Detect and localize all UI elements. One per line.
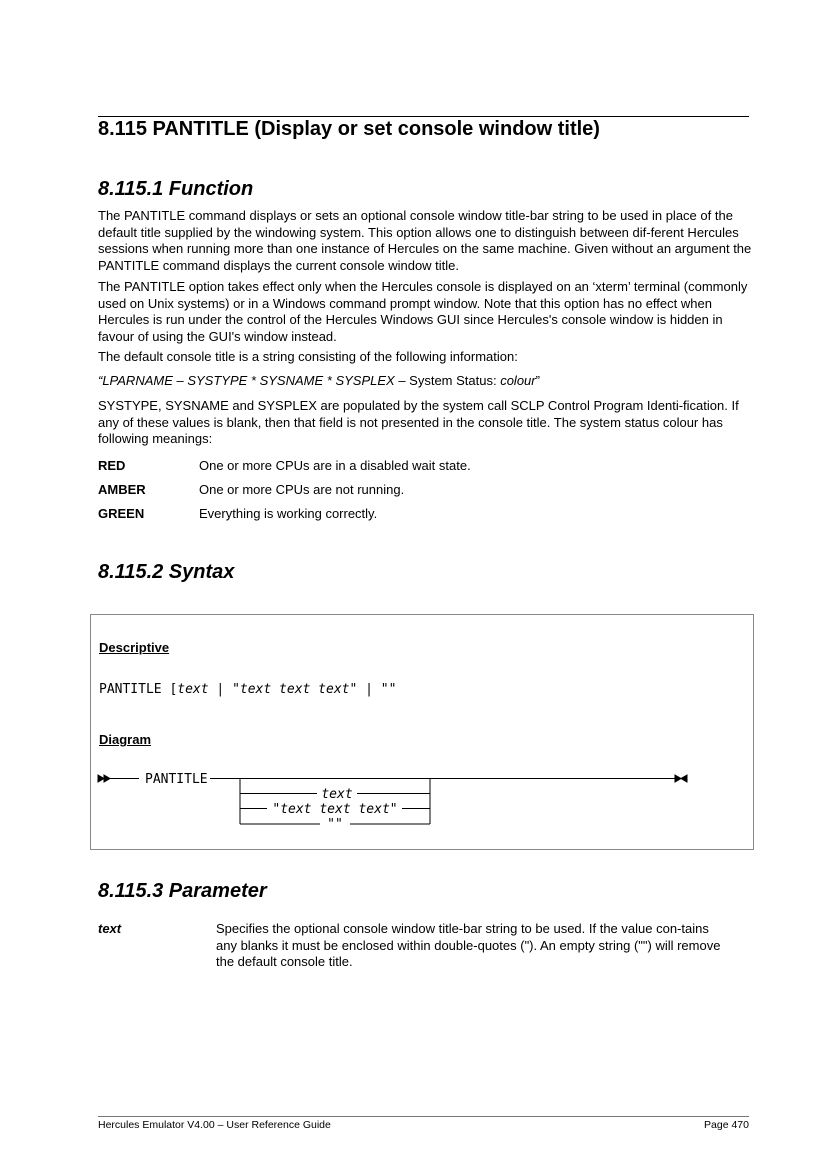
end-arrow-icon <box>681 775 687 782</box>
descriptive-separator: | <box>357 682 381 697</box>
descriptive-label: Descriptive <box>99 640 170 655</box>
syntax-heading: 8.115.2 Syntax <box>98 561 235 583</box>
status-term-red: RED <box>98 458 126 473</box>
start-arrow-icon <box>98 775 104 782</box>
footer-document-title: Hercules Emulator V4.00 – User Reference Guide <box>98 1119 331 1131</box>
function-paragraph-1: The PANTITLE command displays or sets an optional console window title-bar string to be used in place of the default title supplied by the windowing system. This option allows one to distinguish between dif-ferent Hercules sessions when running more than one instance of Hercules on the same machine. Given without an argument the PANTITLE command displays the current console window title. <box>98 208 752 273</box>
title-format-fields: “LPARNAME – SYSTYPE * SYSNAME * SYSPLEX <box>98 373 395 388</box>
descriptive-opt-empty: "" <box>380 682 397 697</box>
diagram-label: Diagram <box>99 732 152 747</box>
function-paragraph-3: The default console title is a string consisting of the following information: <box>98 349 518 364</box>
parameter-heading: 8.115.3 Parameter <box>98 880 267 902</box>
descriptive-separator: | <box>208 682 233 697</box>
diagram-keyword: PANTITLE <box>145 772 208 787</box>
title-format-close: ” <box>535 373 540 388</box>
status-term-green: GREEN <box>98 506 145 521</box>
status-def-red: One or more CPUs are in a disabled wait state. <box>199 458 471 473</box>
section-title: 8.115 PANTITLE (Display or set console window title) <box>98 118 600 140</box>
header-rule <box>98 116 749 117</box>
function-paragraph-4: SYSTYPE, SYSNAME and SYSPLEX are populated by the system call SCLP Control Program Identi-fication. If any of these values is blank, then that field is not presented in the console title. The system status colour has following meanings: <box>98 398 739 446</box>
diagram-option-empty: "" <box>327 817 343 832</box>
status-term-amber: AMBER <box>98 482 146 497</box>
parameter-name: text <box>98 921 122 936</box>
status-def-amber: One or more CPUs are not running. <box>199 482 405 497</box>
function-paragraph-2: The PANTITLE option takes effect only when the Hercules console is displayed on an ‘xterm’ terminal (commonly used on Unix systems) or in a Windows command prompt window. Note that this option has no effect when Hercules is run under the control of the Hercules Windows GUI since Hercules's console window is hidden in favour of using the GUI's window instead. <box>98 279 748 344</box>
status-def-green: Everything is working correctly. <box>199 506 378 521</box>
diagram-option-quoted: "text text text" <box>272 802 398 817</box>
title-format <box>98 373 753 390</box>
descriptive-syntax <box>99 682 396 697</box>
start-arrow-icon <box>104 775 110 782</box>
diagram-option-text: text <box>321 787 353 802</box>
parameter-description: Specifies the optional console window title-bar string to be used. If the value con-tains any blanks it must be enclosed within double-quotes ("). An empty string ("") will remove the default console title. <box>216 921 721 969</box>
railroad-diagram <box>95 765 695 835</box>
descriptive-opt-quoted: "text text text" <box>232 682 358 697</box>
footer-page-number: Page 470 <box>704 1119 749 1131</box>
descriptive-opt-text: text <box>177 682 209 697</box>
function-heading: 8.115.1 Function <box>98 178 254 200</box>
title-format-colour: colour <box>500 373 536 388</box>
footer-rule <box>98 1116 749 1117</box>
title-format-status: – System Status: <box>394 373 501 388</box>
descriptive-command: PANTITLE [ <box>99 682 178 697</box>
